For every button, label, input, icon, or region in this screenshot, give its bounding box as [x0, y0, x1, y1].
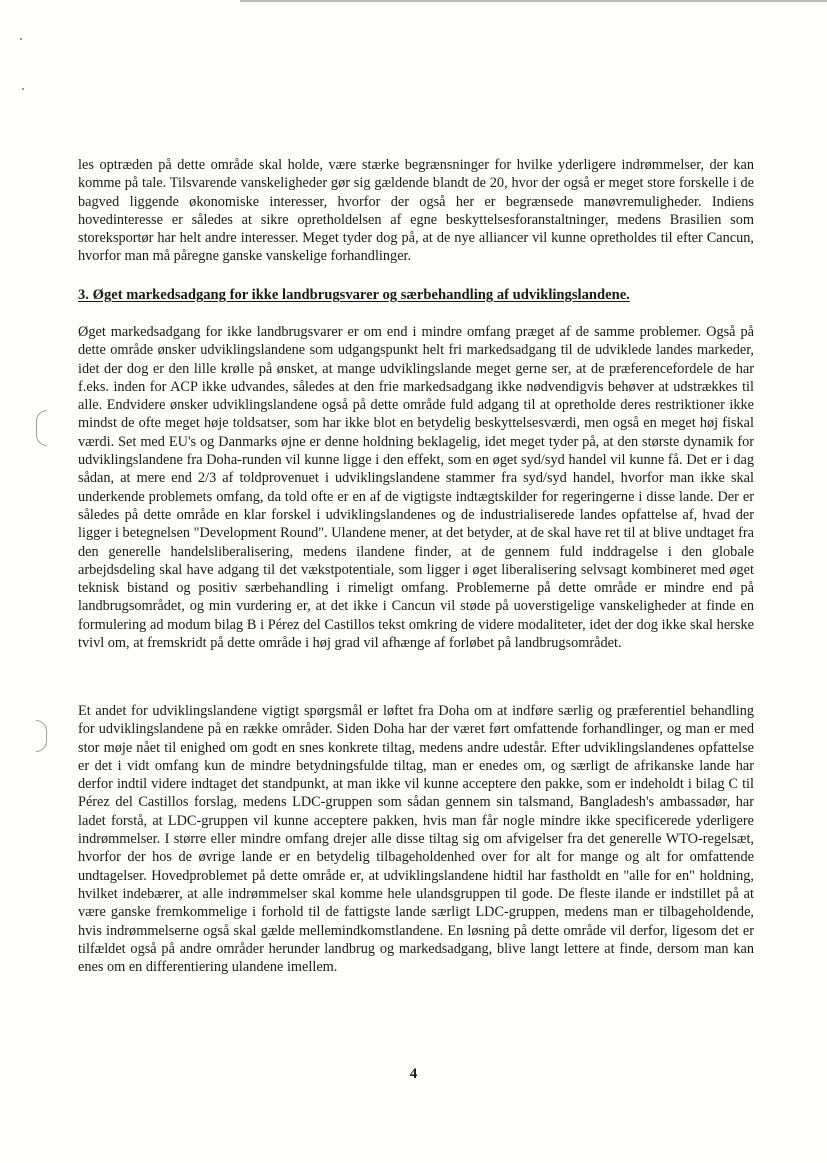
scan-speck [20, 38, 22, 40]
page-number: 4 [409, 1066, 418, 1082]
margin-bracket-mark [36, 720, 47, 752]
margin-bracket-mark [36, 410, 47, 446]
paragraph-special-treatment: Et andet for udviklingslandene vigtigt spørgsmål er løftet fra Doha om at indføre særlig og præferentiel behandling for udviklingslandene på en række områder. Siden Doha har der været ført omfattende forhandlinger, og man er med stor møje nået til enighed om godt en snes konkrete tiltag, medens andre udestår. Efter udviklingslandenes opfattelse er det i vidt omfang kun de mindre betydningsfulde tiltag, man er enedes om, og særligt de afrikanske lande har derfor indtil videre indtaget det standpunkt, at man ikke vil kunne acceptere den pakke, som er indeholdt i bilag C til Pérez del Castillos forslag, medens LDC-gruppen som sådan gennem sin talsmand, Bangladesh's ambassadør, har ladet forstå, at LDC-gruppen vil kunne acceptere pakken, hvis man får nogle mindre ikke specificerede yderligere indrømmelser. I større eller mindre omfang drejer alle disse tiltag sig om afvigelser fra det generelle WTO-regelsæt, hvorfor der hos de øvrige lande er en betydelig tilbageholdenhed over for alt for mange og alt for omfattende undtagelser. Hovedproblemet på dette område er, at udviklingslandene hidtil har fastholdt en "alle for en" holdning, hvilket indebærer, at alle indrømmelser skal komme hele ulandsgruppen til gode. De fleste ilande er indstillet på at være ganske fremkommelige i forhold til de fattigste lande særligt LDC-gruppen, medens man er tilbageholdende, hvis indrømmelserne også skal gælde mellemindkomstlandene. En løsning på dette område vil derfor, ligesom det er tilfældet også på andre områder herunder landbrug og markedsadgang, blive langt lettere at finde, dersom man kan enes om en differentiering ulandene imellem. [78, 703, 754, 976]
paragraph-intro: les optræden på dette område skal holde, være stærke begrænsninger for hvilke yderligere indrømmelser, der kan komme på tale. Tilsvarende vanskeligheder gør sig gældende blandt de 20, hvor der også er meget store forskelle i de bagved liggende økonomiske interesser, hvorfor der også her er begrænsede manøvremuligheder. Indiens hovedinteresse er således at sikre opretholdelsen af egne beskyttelsesforanstaltninger, medens Brasilien som storeksportør har helt andre interesser. Meget tyder dog på, at de nye alliancer vil kunne opretholdes til efter Cancun, hvorfor man må påregne ganske vanskelige forhandlinger. [78, 157, 754, 265]
scan-top-edge [240, 0, 827, 2]
paragraph-market-access: Øget markedsadgang for ikke landbrugsvarer er om end i mindre omfang præget af de samme problemer. Også på dette område ønsker udviklingslandene som udgangspunkt helt fri markedsadgang til de udviklede landes markeder, idet der dog er den lille krølle på ønsket, at mange udviklingslande meget gerne ser, at de præferencefordele de har f.eks. inden for ACP ikke udvandes, således at den frie markedsadgang ikke nødvendigvis behøver at udstrækkes til alle. Endvidere ønsker udviklingslandene også på dette område fuld adgang til at opretholde deres restriktioner ikke mindst de ofte meget høje toldsatser, som har ikke blot en betydelig beskyttelsesværdi, men også en meget høj fiskal værdi. Set med EU's og Danmarks øjne er denne holdning beklagelig, idet meget tyder på, at den største dynamik for udviklingslandene fra Doha-runden vil kunne ligge i den effekt, som en øget syd/syd handel vil kunne få. Det er i dag sådan, at mere end 2/3 af toldprovenuet i udviklingslandene stammer fra syd/syd handel, hvorfor man ikke skal underkende problemets omfang, da told ofte er en af de vigtigste indtægtskilder for regeringerne i disse lande. Der er således på dette område en klar forskel i udviklingslandenes og de industrialiserede landes opfattelse af, hvad der ligger i betegnelsen "Development Round". Ulandene mener, at det betyder, at de skal have ret til at blive undtaget fra den generelle handelsliberalisering, medens ilandene finder, at de gennem fuld inddragelse i den globale arbejdsdeling skal have adgang til det vækstpotentiale, som ligger i øget liberalisering selvsagt kombineret med øget teknisk bistand og positiv særbehandling i rimeligt omfang. Problemerne på dette område er mindre end på landbrugsområdet, og min vurdering er, at det ikke i Cancun vil støde på uoverstigelige vanskeligheder at finde en formulering ad modum bilag B i Pérez del Castillos tekst omkring de videre modaliteter, idet der dog ikke skal herske tvivl om, at fremskridt på dette område i høj grad vil afhænge af forløbet på landbrugsområdet. [78, 324, 754, 652]
section-heading: 3. Øget markedsadgang for ikke landbrugsvarer og særbehandling af udviklingslandene. [78, 287, 630, 303]
scan-speck [22, 88, 24, 90]
